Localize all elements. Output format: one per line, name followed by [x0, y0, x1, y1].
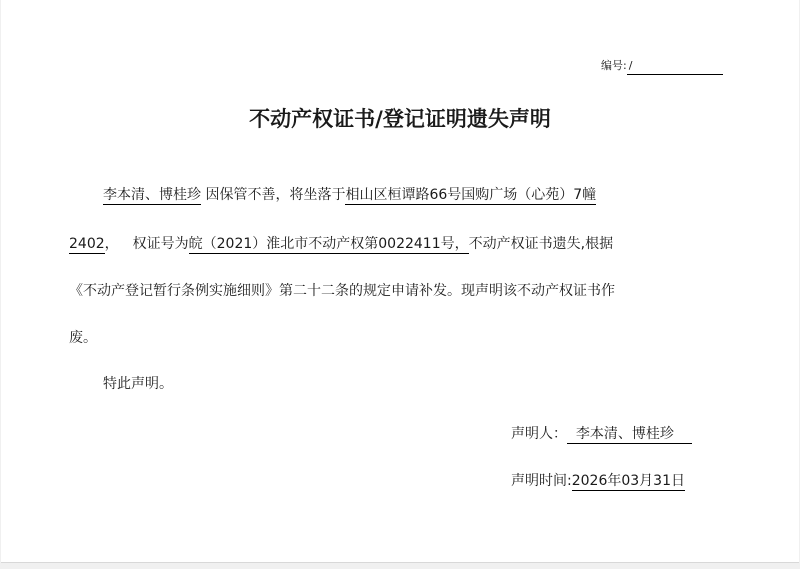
date-line [511, 471, 685, 491]
body-line-1 [103, 185, 596, 205]
closing-statement: 特此声明。 [103, 376, 173, 392]
date-label: 声明时间: [511, 473, 572, 489]
body-line-3: 《不动产登记暂行条例实施细则》第二十二条的规定申请补发。现声明该不动产权证书作 [69, 283, 615, 299]
declarant-line [511, 424, 692, 444]
body-line-2 [69, 234, 613, 254]
serial-number [601, 58, 723, 75]
declarant-label: 声明人： [511, 426, 567, 442]
declarant-value: 李本清、博桂珍 [567, 426, 692, 444]
body-text: 权证号为 [132, 236, 189, 252]
serial-value: / [627, 58, 723, 75]
serial-label: 编号: [601, 59, 627, 72]
body-line-4: 废。 [69, 330, 97, 346]
unit-number: 2402 [69, 236, 105, 252]
body-text: 不动产权证书遗失,根据 [468, 236, 614, 252]
body-text: 因保管不善，将坐落于 [201, 187, 346, 203]
body-comma: ， [104, 236, 119, 252]
property-address: 相山区桓谭路66号国购广场（心苑）7幢 [345, 187, 597, 203]
date-value: 2026年03月31日 [571, 473, 685, 489]
page-title: 不动产权证书/登记证明遗失声明 [249, 106, 551, 131]
owner-names: 李本清、博桂珍 [103, 187, 201, 203]
document-page [1, 0, 799, 563]
certificate-number: 皖（2021）淮北市不动产权第0022411号， [188, 236, 469, 252]
